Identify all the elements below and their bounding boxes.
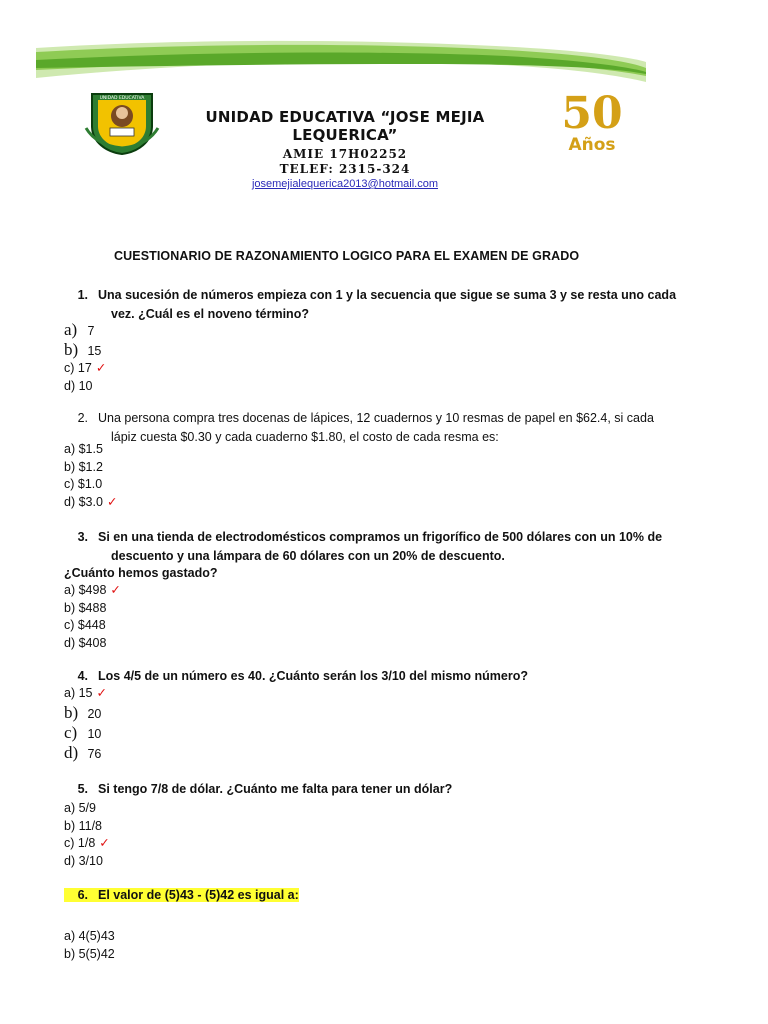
checkmark-icon: ✓ [99,836,110,850]
seal-text: UNIDAD EDUCATIVA [99,96,145,101]
question-number: 1. [77,288,88,302]
question-4 [64,667,704,686]
document-title: CUESTIONARIO DE RAZONAMIENTO LOGICO PARA EL EXAMEN DE GRADO [114,249,580,263]
anniversary-word: Años [568,135,616,154]
option-a: a) 4(5)43 [64,929,115,943]
option-b: b) 11/8 [64,818,103,833]
header-text [160,108,530,192]
option-d: d) $3.0 ✓ [64,494,118,509]
question-3 [64,528,704,566]
option-c: c) $1.0 [64,477,103,491]
anniversary-logo-icon [558,88,626,154]
question-number: 2. [77,411,88,425]
option-d: d) 3/10 [64,853,103,868]
amie-code: AMIE 17H02252 [282,147,408,161]
option-b: b) 5(5)42 [64,946,115,961]
option-d: d) 10 [64,378,93,393]
phone-number: TELEF: 2315-324 [279,162,411,176]
question-4-options [64,685,107,763]
school-name: UNIDAD EDUCATIVA “JOSE MEJIA LEQUERICA” [205,108,485,144]
checkmark-icon: ✓ [106,494,118,509]
question-5 [64,780,704,799]
option-a: a) 15 ✓ [64,686,107,700]
option-c: c) 1/8 ✓ [64,836,110,850]
question-text-line1: El valor de (5)43 - (5)42 es igual a: [98,888,299,902]
option-d: d) $408 [64,635,107,650]
question-1 [64,286,704,324]
question-3-options [64,582,121,652]
question-number: 5. [77,782,88,796]
question-text-line2: vez. ¿Cuál es el noveno término? [111,307,309,321]
question-number: 6. [77,888,88,902]
option-a: a) $1.5 [64,442,103,456]
option-b: b) 15 [64,340,102,359]
option-b: b) 20 [64,702,102,722]
school-seal-icon [82,88,162,156]
question-6 [64,886,704,905]
checkmark-icon: ✓ [95,361,107,375]
header-banner [36,38,646,94]
option-c: c) $448 [64,618,106,632]
question-5-options [64,800,110,870]
checkmark-icon: ✓ [96,686,107,700]
option-a: a) 5/9 [64,801,96,815]
question-number: 4. [77,669,88,683]
email-link[interactable]: josemejialequerica2013@hotmail.com [251,178,439,190]
question-text-line1: Una sucesión de números empieza con 1 y la secuencia que sigue se suma 3 y se resta uno cada [98,288,677,302]
question-text-line2: lápiz cuesta $0.30 y cada cuaderno $1.80, el costo de cada resma es: [111,430,499,444]
option-c: c) 17 ✓ [64,361,107,375]
option-d: d) 76 [64,742,102,762]
question-text-line1: Si tengo 7/8 de dólar. ¿Cuánto me falta para tener un dólar? [98,782,453,796]
question-2-options [64,441,117,511]
question-text-line1: Una persona compra tres docenas de lápices, 12 cuadernos y 10 resmas de papel en $62.4, si cada [98,411,654,425]
option-a: a) 7 [64,320,95,339]
option-a: a) $498 ✓ [64,583,121,597]
question-text-line1: Si en una tienda de electrodomésticos compramos un frigorífico de 500 dólares con un 10% de [98,530,663,544]
question-text-line1: Los 4/5 de un número es 40. ¿Cuánto serán los 3/10 del mismo número? [98,669,528,683]
question-2 [64,409,704,447]
option-c: c) 10 [64,722,102,742]
option-b: b) $1.2 [64,459,103,474]
anniversary-number: 50 [561,88,623,139]
option-b: b) $488 [64,600,107,615]
question-1-options [64,320,106,395]
checkmark-icon: ✓ [110,583,121,597]
question-text-line2: descuento y una lámpara de 60 dólares con un 20% de descuento. [111,549,505,563]
question-number: 3. [77,530,88,544]
question-3-line3: ¿Cuánto hemos gastado? [64,566,218,580]
question-highlight [64,888,299,902]
question-6-options [64,928,115,963]
